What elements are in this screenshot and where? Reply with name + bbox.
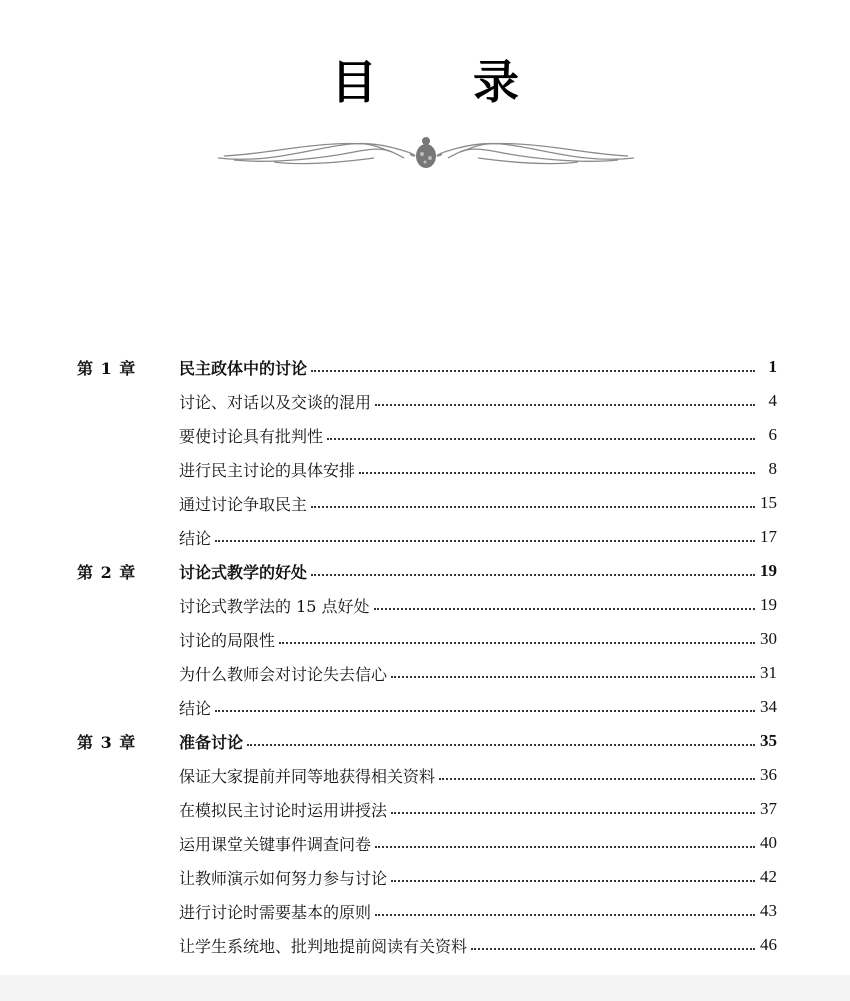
toc-section[interactable] <box>77 520 777 554</box>
dot-leader <box>471 947 755 950</box>
section-title: 讨论、对话以及交谈的混用 <box>179 392 372 412</box>
ornament-divider <box>214 128 638 180</box>
page-number: 43 <box>760 901 777 920</box>
dot-leader <box>215 709 755 712</box>
section-title: 运用课堂关键事件调查问卷 <box>179 834 372 854</box>
table-of-contents <box>77 350 777 962</box>
toc-section[interactable] <box>77 860 777 894</box>
section-title: 结论 <box>179 698 212 718</box>
page-number: 46 <box>760 935 777 954</box>
section-title: 讨论的局限性 <box>179 630 276 650</box>
toc-section[interactable] <box>77 758 777 792</box>
page-number: 37 <box>760 799 777 818</box>
page-number: 34 <box>760 697 777 716</box>
chapter-label: 第 1 章 <box>77 358 137 378</box>
toc-section[interactable] <box>77 928 777 962</box>
page-number: 35 <box>760 731 777 750</box>
toc-section[interactable] <box>77 418 777 452</box>
page-number: 36 <box>760 765 777 784</box>
dot-leader <box>311 369 755 372</box>
chapter-label: 第 3 章 <box>77 732 137 752</box>
section-title: 让学生系统地、批判地提前阅读有关资料 <box>179 936 468 956</box>
section-title: 为什么教师会对讨论失去信心 <box>179 664 388 684</box>
page-number: 8 <box>768 459 777 478</box>
dot-leader <box>311 573 755 576</box>
page-number: 4 <box>768 391 777 410</box>
page-number: 40 <box>760 833 777 852</box>
page-number: 19 <box>760 561 777 580</box>
toc-chapter-2[interactable] <box>77 554 777 588</box>
chapter-label: 第 2 章 <box>77 562 137 582</box>
section-title: 进行民主讨论的具体安排 <box>179 460 356 480</box>
toc-chapter-3[interactable] <box>77 724 777 758</box>
page-number: 42 <box>760 867 777 886</box>
section-title: 保证大家提前并同等地获得相关资料 <box>179 766 436 786</box>
dot-leader <box>439 777 755 780</box>
toc-section[interactable] <box>77 384 777 418</box>
dot-leader <box>375 913 755 916</box>
page-number: 1 <box>768 357 777 376</box>
section-title: 讨论式教学法的 15 点好处 <box>179 596 370 616</box>
page-number: 30 <box>760 629 777 648</box>
page-title: 目录 <box>331 55 615 109</box>
toc-section[interactable] <box>77 656 777 690</box>
dot-leader <box>375 845 755 848</box>
page-number: 6 <box>768 425 777 444</box>
dot-leader <box>391 811 755 814</box>
toc-section[interactable] <box>77 826 777 860</box>
toc-section[interactable] <box>77 622 777 656</box>
toc-chapter-1[interactable] <box>77 350 777 384</box>
section-title: 要使讨论具有批判性 <box>179 426 324 446</box>
dot-leader <box>327 437 755 440</box>
chapter-title: 讨论式教学的好处 <box>179 562 308 582</box>
page-number: 19 <box>760 595 777 614</box>
dot-leader <box>311 505 755 508</box>
section-title: 通过讨论争取民主 <box>179 494 308 514</box>
section-title: 进行讨论时需要基本的原则 <box>179 902 372 922</box>
toc-section[interactable] <box>77 452 777 486</box>
page-number: 15 <box>760 493 777 512</box>
toc-section[interactable] <box>77 792 777 826</box>
chapter-title: 民主政体中的讨论 <box>179 358 308 378</box>
toc-section[interactable] <box>77 894 777 928</box>
dot-leader <box>247 743 755 746</box>
page-number: 17 <box>760 527 777 546</box>
dot-leader <box>391 879 755 882</box>
dot-leader <box>215 539 755 542</box>
page-number: 31 <box>760 663 777 682</box>
toc-section[interactable] <box>77 486 777 520</box>
page-bottom-margin <box>0 975 850 1001</box>
dot-leader <box>359 471 755 474</box>
dot-leader <box>375 403 755 406</box>
dot-leader <box>391 675 755 678</box>
section-title: 在模拟民主讨论时运用讲授法 <box>179 800 388 820</box>
toc-section[interactable] <box>77 588 777 622</box>
dot-leader <box>279 641 755 644</box>
section-title: 让教师演示如何努力参与讨论 <box>179 868 388 888</box>
toc-section[interactable] <box>77 690 777 724</box>
section-title: 结论 <box>179 528 212 548</box>
chapter-title: 准备讨论 <box>179 732 244 752</box>
dot-leader <box>374 607 755 610</box>
